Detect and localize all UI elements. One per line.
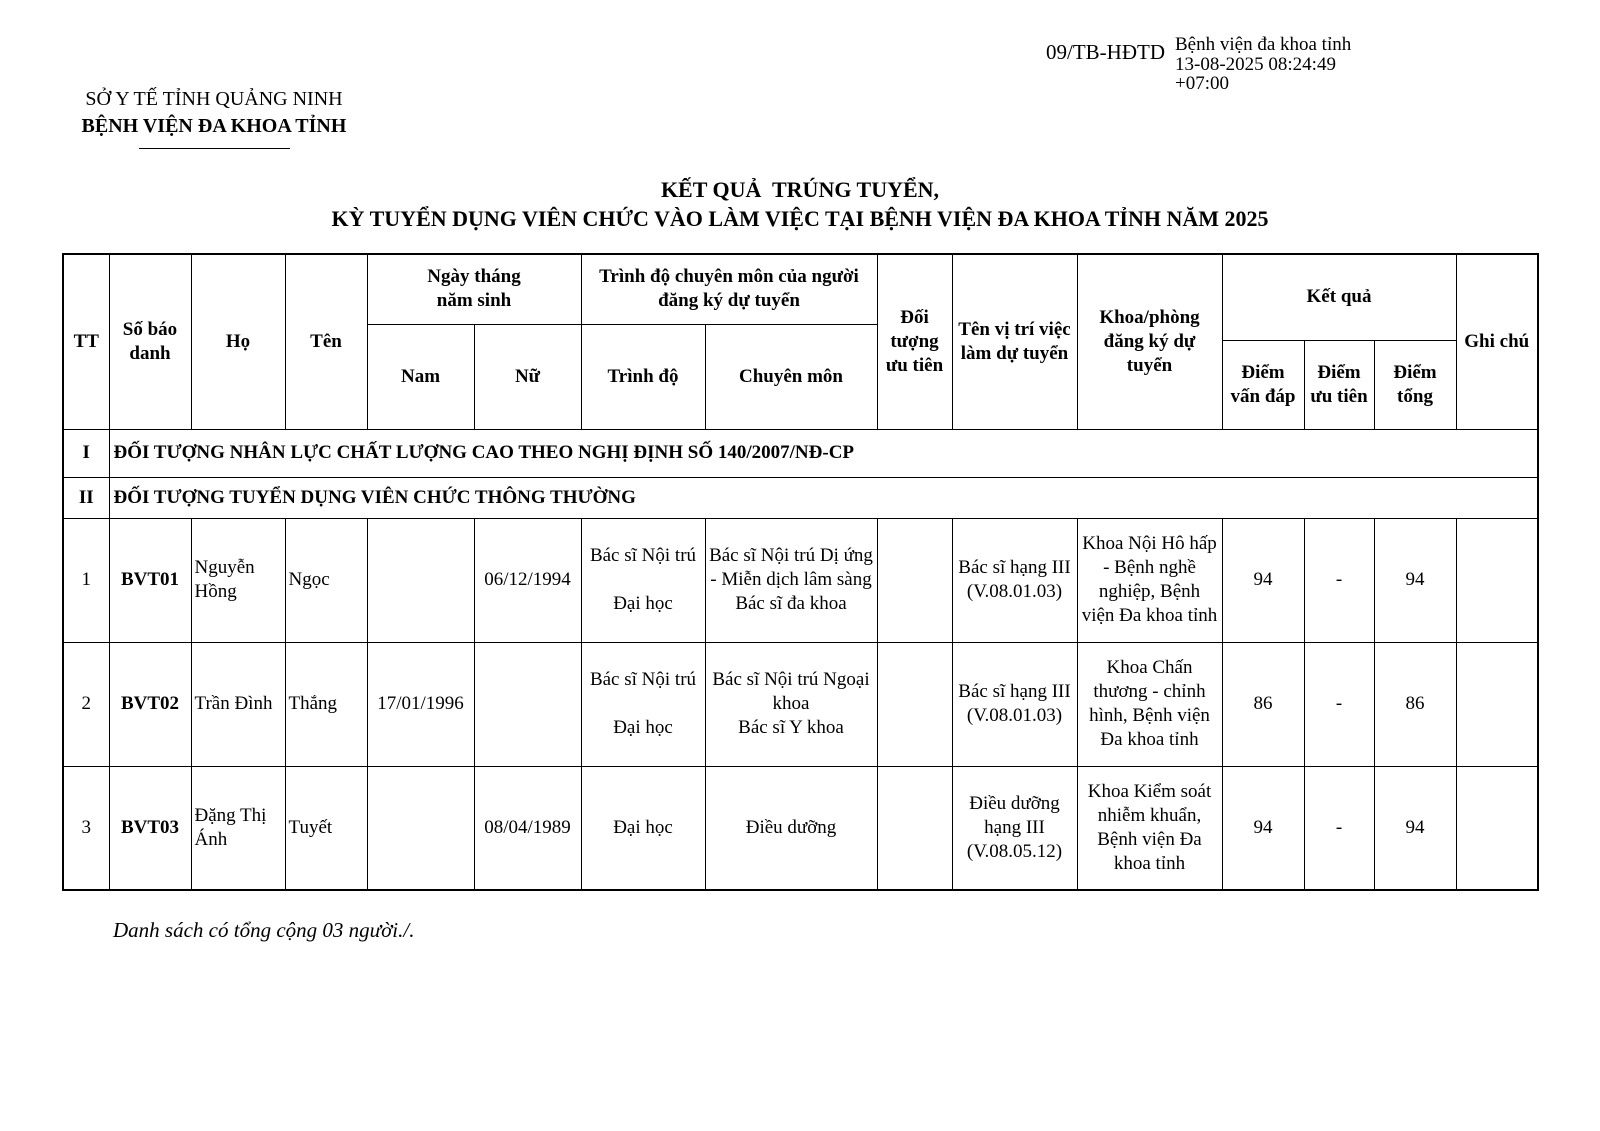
cell-chuyen-mon-entry: Điều dưỡng xyxy=(745,816,837,838)
cell-diem-tong: 94 xyxy=(1374,766,1456,890)
cell-so-bao-danh: BVT02 xyxy=(109,642,191,766)
cell-diem-uu-tien: - xyxy=(1304,518,1374,642)
header-diem-tong: Điểm tổng xyxy=(1374,340,1456,429)
cell-tt: 3 xyxy=(63,766,109,890)
cell-diem-uu-tien: - xyxy=(1304,642,1374,766)
cell-chuyen-mon xyxy=(705,518,877,642)
cell-ngay-sinh-nam xyxy=(367,766,474,890)
header-khoa: Khoa/phòng đăng ký dự tuyển xyxy=(1077,254,1222,429)
cell-trinh-do xyxy=(581,766,705,890)
cell-diem-uu-tien: - xyxy=(1304,766,1374,890)
cell-so-bao-danh: BVT01 xyxy=(109,518,191,642)
table-row xyxy=(63,518,1538,642)
cell-diem-van-dap: 86 xyxy=(1222,642,1304,766)
cell-diem-van-dap: 94 xyxy=(1222,766,1304,890)
cell-ghi-chu xyxy=(1456,642,1538,766)
cell-ho: Trần Đình xyxy=(191,642,285,766)
cell-chuyen-mon-entry: Bác sĩ Y khoa xyxy=(738,717,844,738)
results-table xyxy=(62,253,1539,891)
header-trinh-do-group: Trình độ chuyên môn của người đăng ký dự tuyển xyxy=(581,254,877,324)
cell-tt: 1 xyxy=(63,518,109,642)
header-trinh-do: Trình độ xyxy=(581,324,705,429)
header-ghi-chu: Ghi chú xyxy=(1456,254,1538,429)
cell-chuyen-mon xyxy=(705,766,877,890)
organization-header xyxy=(60,86,368,149)
cell-so-bao-danh: BVT03 xyxy=(109,766,191,890)
header-ho: Họ xyxy=(191,254,285,429)
table-row xyxy=(63,642,1538,766)
cell-chuyen-mon-entry: Bác sĩ đa khoa xyxy=(735,593,847,614)
header-ngay-sinh: Ngày tháng năm sinh xyxy=(367,254,581,324)
cell-diem-tong: 94 xyxy=(1374,518,1456,642)
org-underline xyxy=(139,148,290,149)
cell-khoa: Khoa Nội Hô hấp - Bệnh nghề nghiệp, Bệnh viện Đa khoa tỉnh xyxy=(1077,518,1222,642)
org-parent: SỞ Y TẾ TỈNH QUẢNG NINH xyxy=(85,88,343,110)
section-numeral: II xyxy=(63,477,109,518)
table-row xyxy=(63,766,1538,890)
cell-ho: Đặng Thị Ánh xyxy=(191,766,285,890)
cell-ghi-chu xyxy=(1456,766,1538,890)
cell-ho: Nguyễn Hồng xyxy=(191,518,285,642)
cell-ngay-sinh-nam: 17/01/1996 xyxy=(367,642,474,766)
org-name: BỆNH VIỆN ĐA KHOA TỈNH xyxy=(81,115,347,137)
cell-ghi-chu xyxy=(1456,518,1538,642)
signature-timezone: +07:00 xyxy=(1175,73,1229,94)
section-label: ĐỐI TƯỢNG NHÂN LỰC CHẤT LƯỢNG CAO THEO NGHỊ ĐỊNH SỐ 140/2007/NĐ-CP xyxy=(109,429,1538,477)
section-label: ĐỐI TƯỢNG TUYỂN DỤNG VIÊN CHỨC THÔNG THƯỜNG xyxy=(109,477,1538,518)
cell-vi-tri: Bác sĩ hạng III (V.08.01.03) xyxy=(952,518,1077,642)
cell-ten: Thắng xyxy=(285,642,367,766)
cell-diem-tong: 86 xyxy=(1374,642,1456,766)
cell-doi-tuong xyxy=(877,766,952,890)
table-header xyxy=(63,254,1538,429)
document-ref-number: 09/TB-HĐTD xyxy=(1046,40,1165,64)
cell-ten: Tuyết xyxy=(285,766,367,890)
cell-ngay-sinh-nam xyxy=(367,518,474,642)
cell-trinh-do xyxy=(581,518,705,642)
signature-timestamp: 13-08-2025 08:24:49 xyxy=(1175,53,1336,75)
cell-vi-tri: Điều dưỡng hạng III (V.08.05.12) xyxy=(952,766,1077,890)
digital-signature xyxy=(1175,35,1351,94)
cell-chuyen-mon-entry: Bác sĩ Nội trú Dị ứng - Miễn dịch lâm sàng xyxy=(709,545,873,590)
header-so-bao-danh: Số báo danh xyxy=(109,254,191,429)
header-ket-qua: Kết quả xyxy=(1222,254,1456,340)
title-line-2: KỲ TUYỂN DỤNG VIÊN CHỨC VÀO LÀM VIỆC TẠI BỆNH VIỆN ĐA KHOA TỈNH NĂM 2025 xyxy=(331,206,1269,231)
header-tt: TT xyxy=(63,254,109,429)
header-vi-tri: Tên vị trí việc làm dự tuyển xyxy=(952,254,1077,429)
header-chuyen-mon: Chuyên môn xyxy=(705,324,877,429)
header-ten: Tên xyxy=(285,254,367,429)
cell-trinh-do-entry: Đại học xyxy=(613,717,673,738)
cell-tt: 2 xyxy=(63,642,109,766)
header-doi-tuong: Đối tượng ưu tiên xyxy=(877,254,952,429)
table-body xyxy=(63,429,1538,890)
header-diem-uu-tien: Điểm ưu tiên xyxy=(1304,340,1374,429)
cell-ngay-sinh-nu: 08/04/1989 xyxy=(474,766,581,890)
cell-vi-tri: Bác sĩ hạng III (V.08.01.03) xyxy=(952,642,1077,766)
header-nu: Nữ xyxy=(474,324,581,429)
cell-trinh-do xyxy=(581,642,705,766)
cell-trinh-do-entry: Đại học xyxy=(613,593,673,614)
header-nam: Nam xyxy=(367,324,474,429)
cell-trinh-do-entry: Bác sĩ Nội trú xyxy=(589,545,697,566)
cell-trinh-do-entry: Đại học xyxy=(613,816,673,838)
section-row xyxy=(63,477,1538,518)
header-diem-van-dap: Điểm vấn đáp xyxy=(1222,340,1304,429)
cell-trinh-do-entry: Bác sĩ Nội trú xyxy=(589,669,697,690)
signature-signer: Bệnh viện đa khoa tỉnh xyxy=(1175,34,1352,55)
section-numeral: I xyxy=(63,429,109,477)
cell-diem-van-dap: 94 xyxy=(1222,518,1304,642)
cell-doi-tuong xyxy=(877,642,952,766)
cell-doi-tuong xyxy=(877,518,952,642)
title-line-1: KẾT QUẢ TRÚNG TUYỂN, xyxy=(660,177,940,202)
cell-khoa: Khoa Kiểm soát nhiễm khuẩn, Bệnh viện Đa khoa tỉnh xyxy=(1077,766,1222,890)
cell-ngay-sinh-nu: 06/12/1994 xyxy=(474,518,581,642)
footer-note: Danh sách có tổng cộng 03 người./. xyxy=(113,918,415,942)
cell-khoa: Khoa Chấn thương - chỉnh hình, Bệnh viện Đa khoa tỉnh xyxy=(1077,642,1222,766)
cell-ten: Ngọc xyxy=(285,518,367,642)
cell-chuyen-mon xyxy=(705,642,877,766)
document-title xyxy=(0,175,1600,233)
cell-chuyen-mon-entry: Bác sĩ Nội trú Ngoại khoa xyxy=(712,669,870,714)
cell-ngay-sinh-nu xyxy=(474,642,581,766)
header-row xyxy=(63,254,1538,324)
section-row xyxy=(63,429,1538,477)
